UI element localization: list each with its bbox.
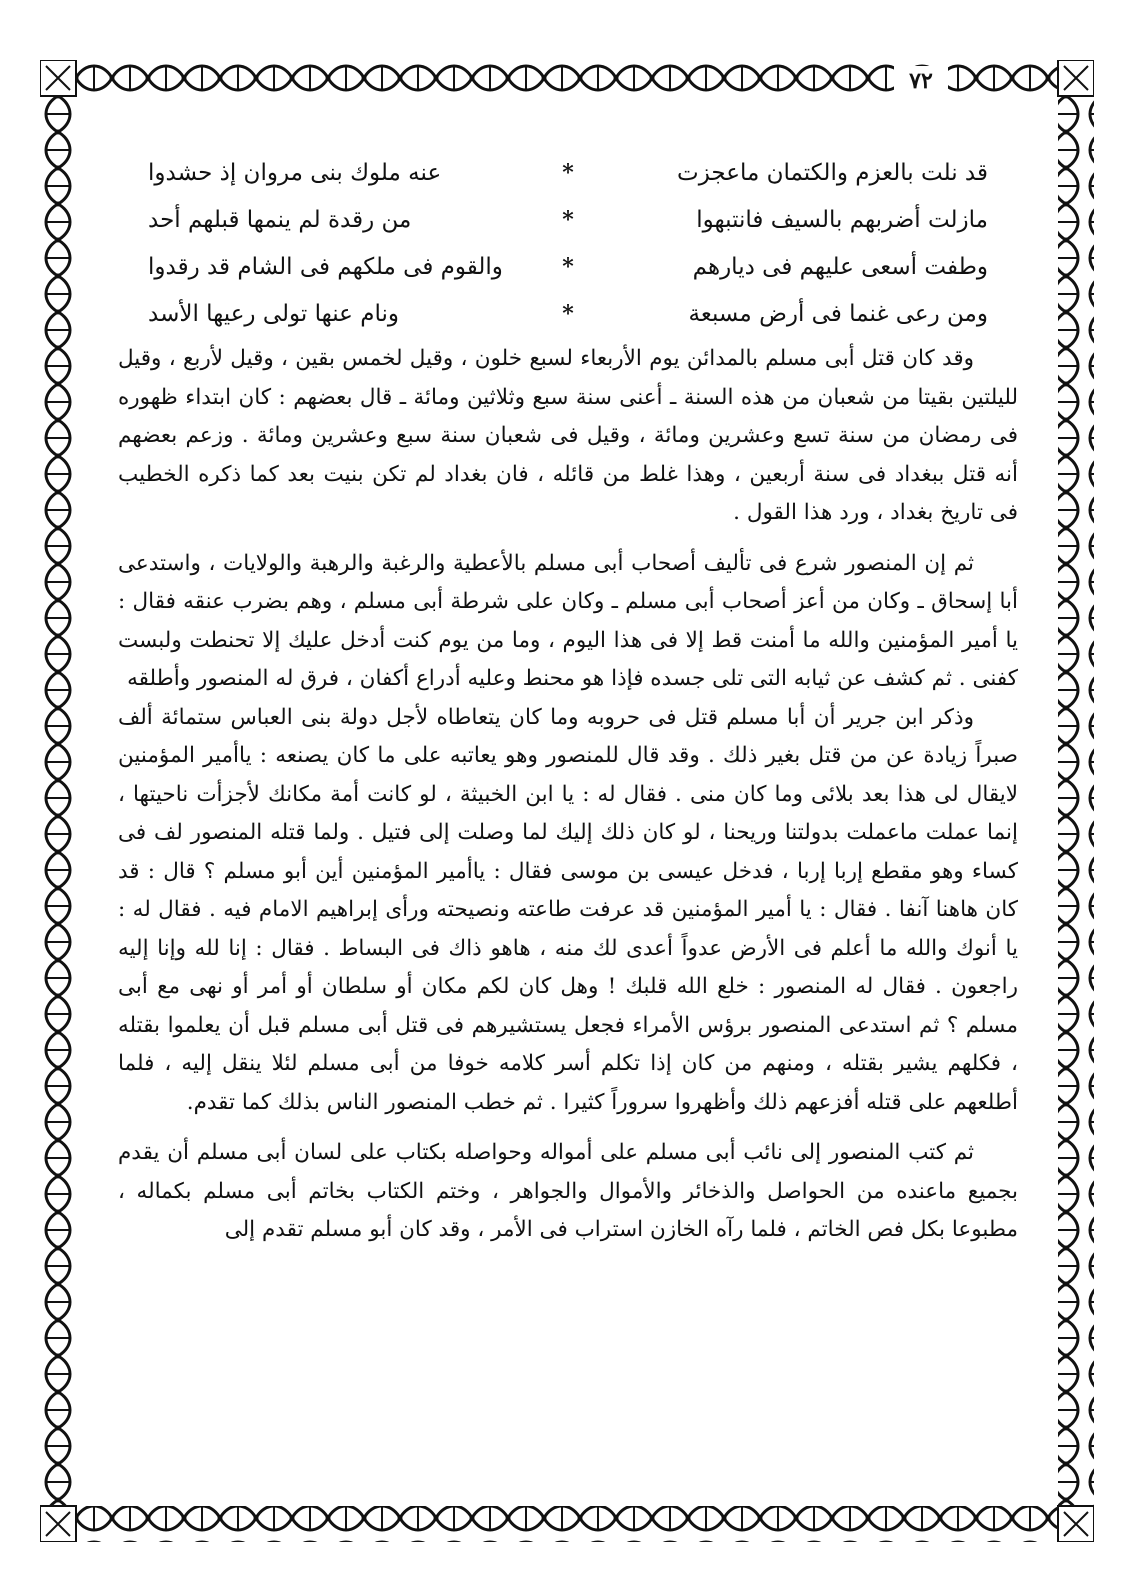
verse-second-hemistich: ونام عنها تولى رعيها الأسد [148,301,399,327]
verse-separator: * [562,207,574,233]
verse [148,150,988,197]
poem [118,150,1018,338]
verse-second-hemistich: من رقدة لم ينمها قبلهم أحد [148,207,412,233]
paragraph: ثم إن المنصور شرع فى تأليف أصحاب أبى مسلم بالأعطية والرغبة والرهبة والولايات ، واستدعى أبا إسحاق ـ وكان من أعز أصحاب أبى مسلم ـ وكان على شرطة أبى مسلم ، وهم بضرب عنقه فقال : يا أمير المؤمنين والله ما أمنت قط إلا فى هذا اليوم ، وما من يوم كنت أدخل عليك إلا تحنطت ولبست كفنى . ثم كشف عن ثيابه التى تلى جسده فإذا هو محنط وعليه أدراع أكفان ، فرق له المنصور وأطلقه [118,550,1018,691]
page-number: ٧٢ [894,66,948,96]
paragraph: ثم كتب المنصور إلى نائب أبى مسلم على أمواله وحواصله بكتاب على لسان أبى مسلم أن يقدم بجميع ماعنده من الحواصل والذخائر والأموال والجواهر ، وختم الكتاب بخاتم أبى مسلم بكماله ، مطبوعا بكل فص الخاتم ، فلما رآه الخازن استراب فى الأمر ، وقد كان أبو مسلم تقدم إلى [118,1140,1018,1242]
verse-first-hemistich: قد نلت بالعزم والكتمان ماعجزت [677,160,988,186]
verse-separator: * [562,160,574,186]
verse-second-hemistich: والقوم فى ملكهم فى الشام قد رقدوا [148,254,503,280]
verse-separator: * [562,254,574,280]
verse-separator: * [562,301,574,327]
verse [148,291,988,338]
paragraph: وذكر ابن جرير أن أبا مسلم قتل فى حروبه وما كان يتعاطاه لأجل دولة بنى العباس ستمائة ألف صبراً زيادة عن من قتل بغير ذلك . وقد قال للمنصور وهو يعاتبه على ما كان يصنعه : ياأمير المؤمنين لايقال لى هذا بعد بلائى وما كان منى . فقال له : يا ابن الخبيثة ، لو كانت أمة مكانك لأجزأت ناحيتها ، إنما عملت ماعملت بدولتنا وريحنا ، لو كان ذلك إليك لما وصلت إلى فتيل . ولما قتله المنصور لف فى كساء وهو مقطع إربا إربا ، فدخل عيسى بن موسى فقال : ياأمير المؤمنين أين أبو مسلم ؟ قال : قد كان هاهنا آنفا . فقال : يا أمير المؤمنين قد عرفت طاعته ونصيحته ورأى إبراهيم الامام فيه . فقال له : يا أنوك والله ما أعلم فى الأرض عدواً أعدى لك منه ، هاهو ذاك فى البساط . فقال : إنا لله وإنا إليه راجعون . فقال له المنصور : خلع الله قلبك ! وهل كان لكم مكان أو سلطان أو أمر أو نهى مع أبى مسلم ؟ ثم استدعى المنصور برؤس الأمراء فجعل يستشيرهم فى قتل أبى مسلم قبل أن يعلموا بقتله ، فكلهم يشير بقتله ، ومنهم من كان إذا تكلم أسر كلامه خوفا من أبى مسلم لئلا ينقل إليه ، فلما أطلعهم على قتله أفزعهم ذلك وأظهروا سروراً كثيرا . ثم خطب المنصور الناس بذلك كما تقدم. [118,704,1018,1115]
paragraph: وقد كان قتل أبى مسلم بالمدائن يوم الأربعاء لسبع خلون ، وقيل لخمس بقين ، وقيل لأربع ، وقيل لليلتين بقيتا من شعبان من هذه السنة ـ أعنى سنة سبع وثلاثين ومائة ـ قال بعضهم : كان ابتداء ظهوره فى رمضان من سنة تسع وعشرين ومائة ، وقيل فى شعبان سنة سبع وعشرين ومائة . وزعم بعضهم أنه قتل ببغداد فى سنة أربعين ، وهذا غلط من قائله ، فان بغداد لم تكن بنيت بعد كما ذكره الخطيب فى تاريخ بغداد ، ورد هذا القول . [118,346,1018,525]
verse-first-hemistich: مازلت أضربهم بالسيف فانتبهوا [696,207,988,233]
verse-second-hemistich: عنه ملوك بنى مروان إذ حشدوا [148,160,442,186]
verse [148,197,988,244]
verse [148,244,988,291]
verse-first-hemistich: ومن رعى غنما فى أرض مسبعة [688,301,988,327]
page-body [118,150,1018,1250]
verse-first-hemistich: وطفت أسعى عليهم فى ديارهم [692,254,988,280]
